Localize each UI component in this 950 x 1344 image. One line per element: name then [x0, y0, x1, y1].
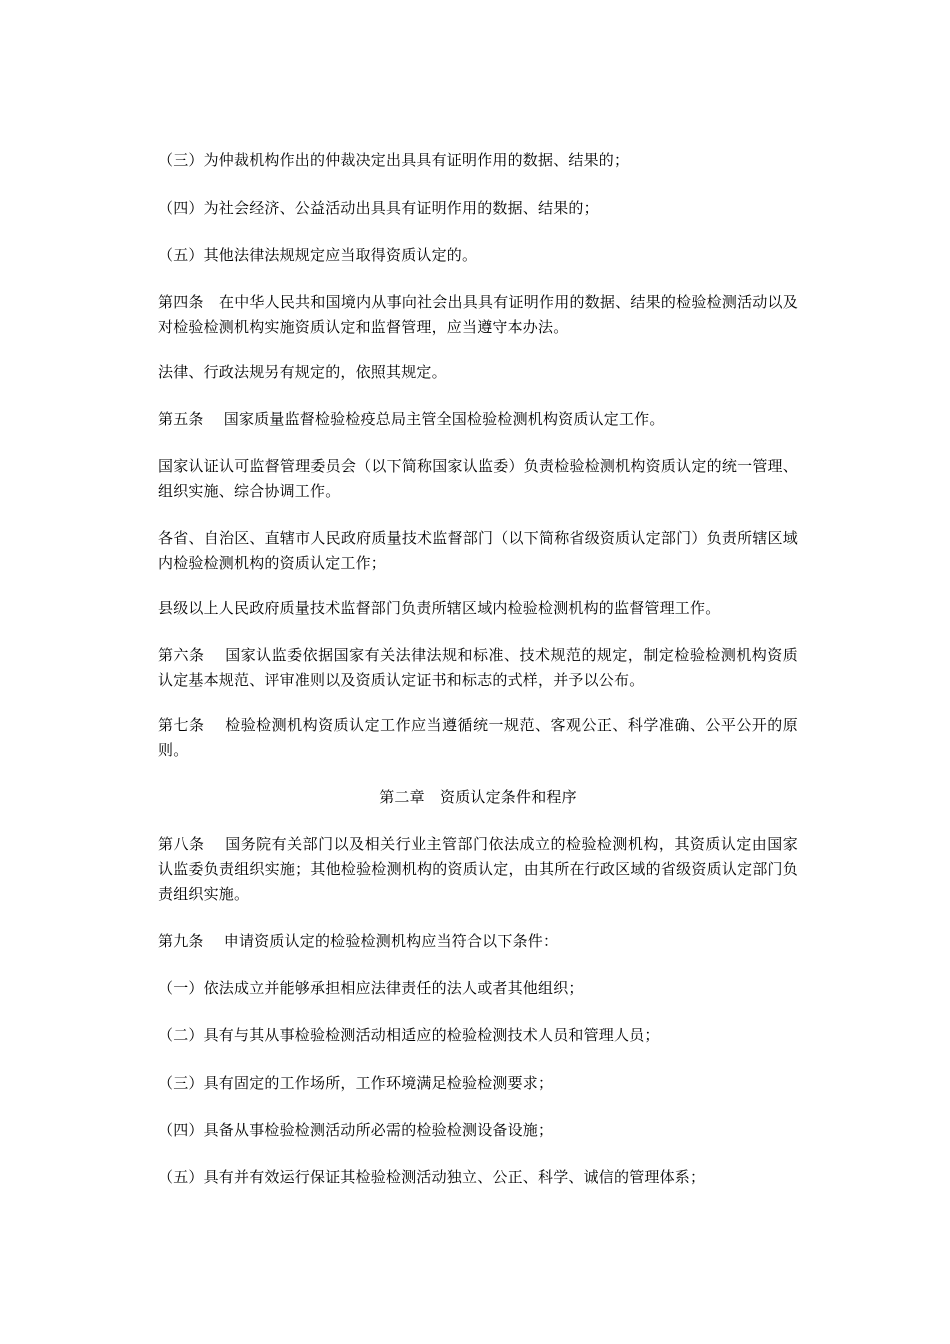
paragraph-article-5: 第五条 国家质量监督检验检疫总局主管全国检验检测机构资质认定工作。	[158, 410, 665, 428]
paragraph-condition-4: （四）具备从事检验检测活动所必需的检验检测设备设施；	[158, 1121, 554, 1139]
paragraph-article-4: 第四条 在中华人民共和国境内从事向社会出具具有证明作用的数据、结果的检验检测活动以及对检验检测机构实施资质认定和监督管理，应当遵守本办法。	[158, 293, 798, 336]
chapter-heading: 第二章 资质认定条件和程序	[379, 788, 577, 806]
paragraph-article-6: 第六条 国家认监委依据国家有关法律法规和标准、技术规范的规定，制定检验检测机构资质认定基本规范、评审准则以及资质认定证书和标志的式样，并予以公布。	[158, 646, 798, 689]
paragraph-condition-1: （一）依法成立并能够承担相应法律责任的法人或者其他组织；	[158, 979, 584, 997]
paragraph-item-3: （三）为仲裁机构作出的仲裁决定出具具有证明作用的数据、结果的；	[158, 151, 630, 169]
paragraph-article-7: 第七条 检验检测机构资质认定工作应当遵循统一规范、客观公正、科学准确、公平公开的原则。	[158, 716, 798, 759]
paragraph-article-8: 第八条 国务院有关部门以及相关行业主管部门依法成立的检验检测机构，其资质认定由国家认监委负责组织实施；其他检验检测机构的资质认定，由其所在行政区域的省级资质认定部门负责组织实施。	[158, 835, 798, 903]
document-page	[158, 148, 798, 1190]
paragraph-article-5-p3: 各省、自治区、直辖市人民政府质量技术监督部门（以下简称省级资质认定部门）负责所辖区域内检验检测机构的资质认定工作；	[158, 529, 798, 572]
paragraph-condition-5: （五）具有并有效运行保证其检验检测活动独立、公正、科学、诚信的管理体系；	[158, 1168, 706, 1186]
paragraph-condition-2: （二）具有与其从事检验检测活动相适应的检验检测技术人员和管理人员；	[158, 1026, 660, 1044]
paragraph-item-4: （四）为社会经济、公益活动出具具有证明作用的数据、结果的；	[158, 199, 599, 217]
paragraph-article-5-p2: 国家认证认可监督管理委员会（以下简称国家认监委）负责检验检测机构资质认定的统一管理、组织实施、综合协调工作。	[158, 457, 798, 500]
paragraph-article-9: 第九条 申请资质认定的检验检测机构应当符合以下条件：	[158, 932, 559, 950]
paragraph-item-5: （五）其他法律法规规定应当取得资质认定的。	[158, 246, 478, 264]
paragraph-condition-3: （三）具有固定的工作场所，工作环境满足检验检测要求；	[158, 1074, 554, 1092]
paragraph-article-4-note: 法律、行政法规另有规定的，依照其规定。	[158, 363, 447, 381]
paragraph-article-5-p4: 县级以上人民政府质量技术监督部门负责所辖区域内检验检测机构的监督管理工作。	[158, 599, 721, 617]
